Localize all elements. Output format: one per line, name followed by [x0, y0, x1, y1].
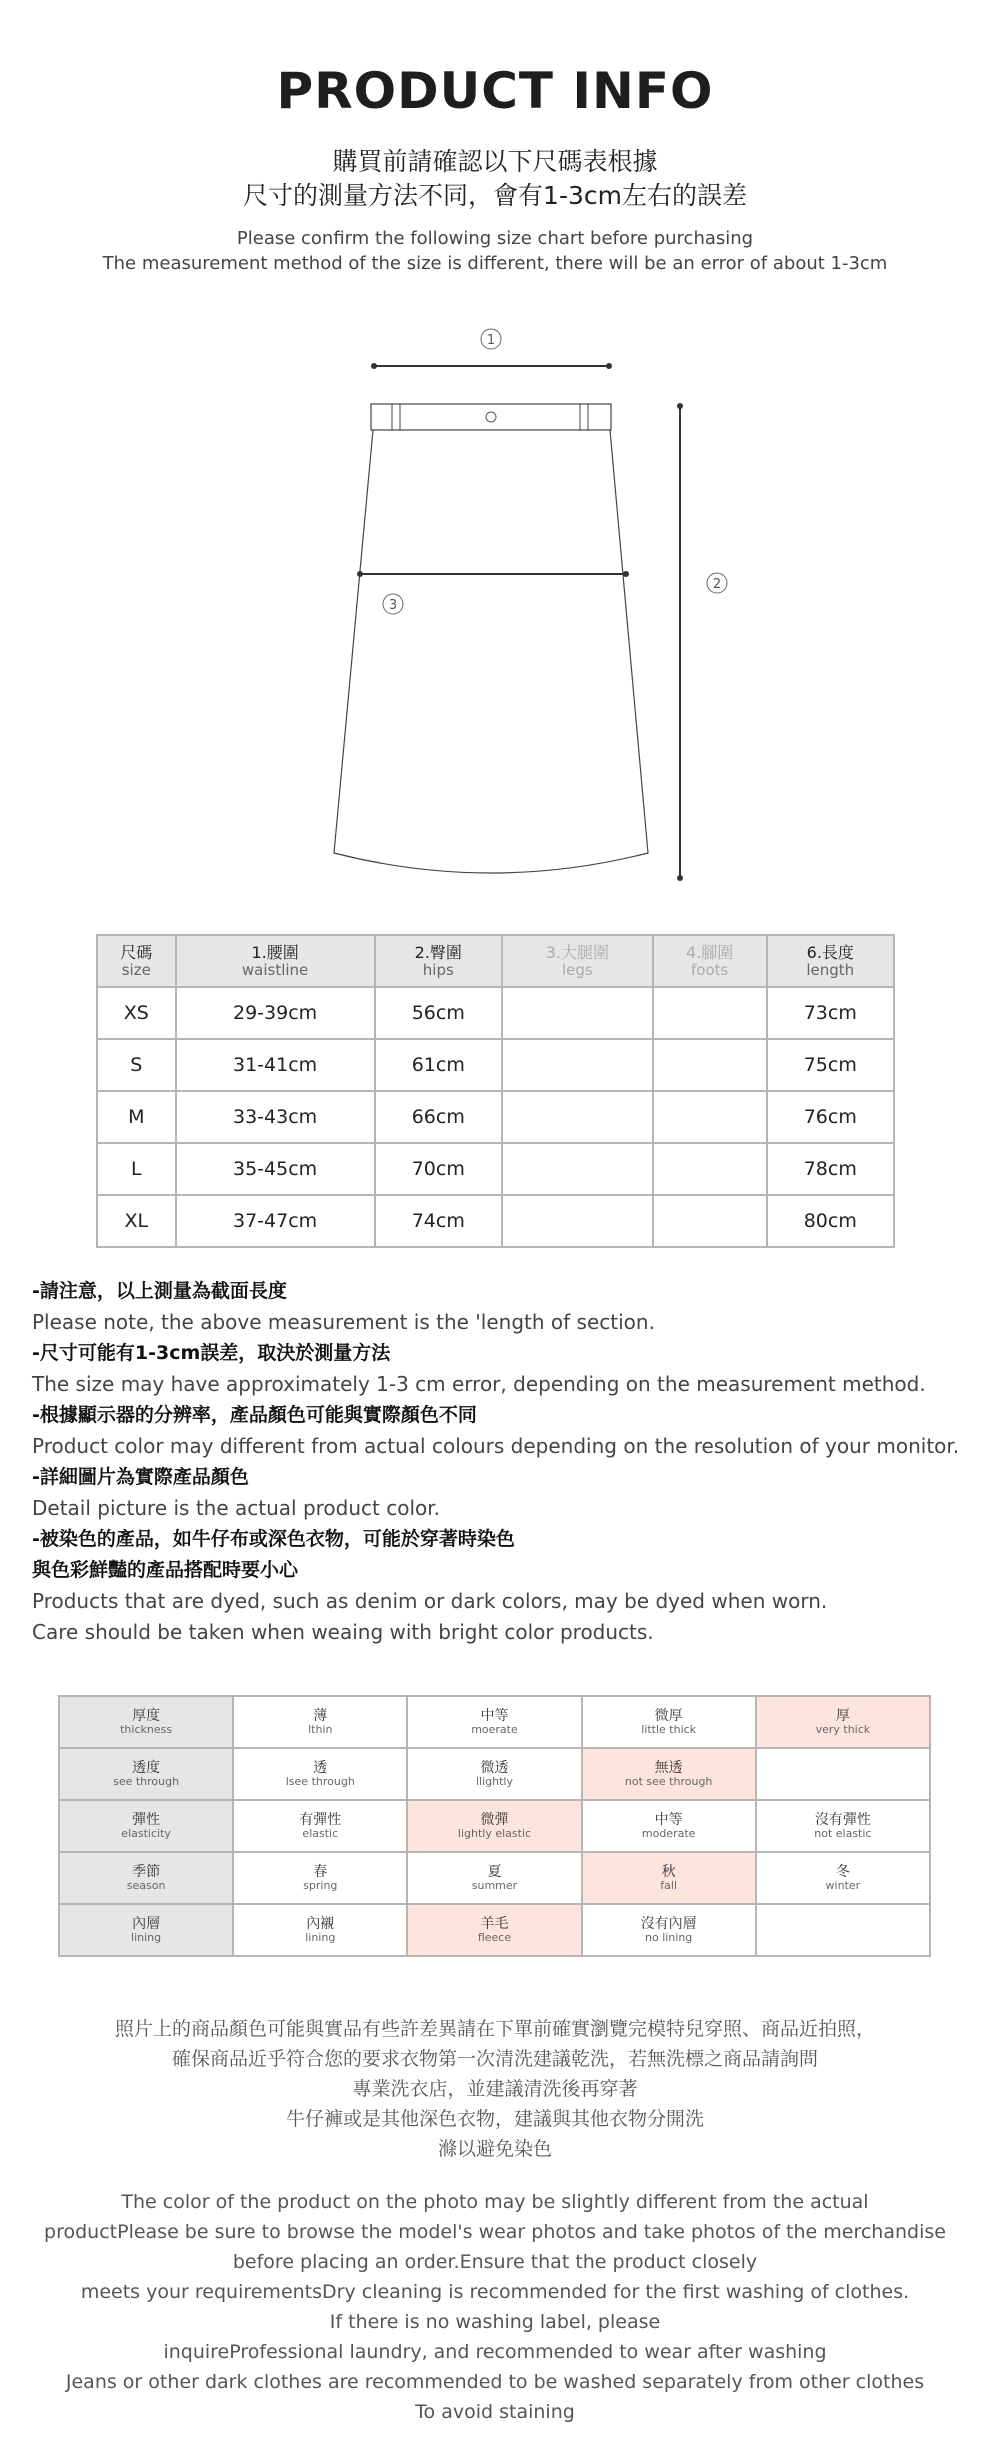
footer-en-line: productPlease be sure to browse the model's wear photos and take photos of the merchandise	[44, 2221, 946, 2243]
attribute-option-selected: 厚 very thick	[756, 1696, 930, 1748]
footer-en-line: meets your requirementsDry cleaning is recommended for the first washing of clothes.	[80, 2281, 910, 2303]
cell-size: XL	[97, 1195, 176, 1247]
footer-en-line: Jeans or other dark clothes are recommended to be washed separately from other clothes	[65, 2371, 925, 2393]
skirt-outline	[334, 430, 648, 873]
footer-en-line: The color of the product on the photo may be slightly different from the actual	[121, 2191, 869, 2213]
table-row	[97, 987, 894, 1039]
attribute-option: 沒有內層 no lining	[582, 1904, 756, 1956]
cell-waist: 35-45cm	[176, 1143, 375, 1195]
cell-foots	[653, 1195, 767, 1247]
cell-legs	[502, 1039, 653, 1091]
note-cn: 與色彩鮮豔的產品搭配時要小心	[32, 1559, 299, 1581]
cell-waist: 37-47cm	[176, 1195, 375, 1247]
cell-length: 76cm	[767, 1091, 894, 1143]
attribute-option: 內襯 lining	[233, 1904, 407, 1956]
cell-size: XS	[97, 987, 176, 1039]
cell-waist: 29-39cm	[176, 987, 375, 1039]
cell-hips: 66cm	[375, 1091, 502, 1143]
attribute-label: 透度 see through	[59, 1748, 233, 1800]
footer-cn-line: 專業洗衣店，並建議清洗後再穿著	[352, 2078, 638, 2100]
notes-section	[32, 1276, 972, 1648]
footer-cn-block	[0, 2014, 990, 2164]
attribute-option-selected: 羊毛 fleece	[407, 1904, 581, 1956]
attribute-option: 中等 moderate	[582, 1800, 756, 1852]
attribute-option: 微厚 little thick	[582, 1696, 756, 1748]
attribute-option: 沒有彈性 not elastic	[756, 1800, 930, 1852]
attribute-option: 夏 summer	[407, 1852, 581, 1904]
button-icon	[486, 412, 496, 422]
subtitle-cn-line1: 購買前請確認以下尺碼表根據	[332, 147, 658, 176]
attribute-label: 季節 season	[59, 1852, 233, 1904]
marker-3-label: 3	[388, 598, 398, 613]
attribute-option	[756, 1748, 930, 1800]
attribute-row	[59, 1800, 930, 1852]
cell-hips: 61cm	[375, 1039, 502, 1091]
note-cn: -請注意，以上測量為截面長度	[32, 1280, 287, 1302]
cell-size: S	[97, 1039, 176, 1091]
attribute-table	[58, 1695, 931, 1957]
note-cn: -詳細圖片為實際產品顏色	[32, 1466, 249, 1488]
cell-length: 80cm	[767, 1195, 894, 1247]
cell-length: 73cm	[767, 987, 894, 1039]
cell-hips: 74cm	[375, 1195, 502, 1247]
cell-hips: 70cm	[375, 1143, 502, 1195]
attribute-option: 微透 llightly	[407, 1748, 581, 1800]
cell-waist: 33-43cm	[176, 1091, 375, 1143]
cell-legs	[502, 987, 653, 1039]
footer-en-line: inquireProfessional laundry, and recommended to wear after washing	[163, 2341, 827, 2363]
cell-size: M	[97, 1091, 176, 1143]
header-foots: 4.腳圍 foots	[653, 935, 767, 987]
attribute-label: 彈性 elasticity	[59, 1800, 233, 1852]
cell-foots	[653, 1091, 767, 1143]
attribute-option-selected: 微彈 lightly elastic	[407, 1800, 581, 1852]
attribute-option: 春 spring	[233, 1852, 407, 1904]
cell-foots	[653, 987, 767, 1039]
note-en: Products that are dyed, such as denim or dark colors, may be dyed when worn.	[32, 1589, 828, 1613]
size-table-header	[97, 935, 894, 987]
marker-1-label: 1	[486, 333, 496, 348]
cell-foots	[653, 1039, 767, 1091]
footer-cn-line: 照片上的商品顏色可能與實品有些許差異請在下單前確實瀏覽完模特兒穿照、商品近拍照，	[114, 2018, 875, 2040]
header-hips: 2.臀圍 hips	[375, 935, 502, 987]
attribute-option: 透 lsee through	[233, 1748, 407, 1800]
attribute-row	[59, 1696, 930, 1748]
footer-en-line: before placing an order.Ensure that the product closely	[232, 2251, 758, 2273]
header-size: 尺碼 size	[97, 935, 176, 987]
subtitle-en-line1: Please confirm the following size chart before purchasing	[236, 228, 754, 249]
note-cn: -根據顯示器的分辨率，產品顏色可能與實際顏色不同	[32, 1404, 477, 1426]
attribute-label: 內層 lining	[59, 1904, 233, 1956]
attribute-option-selected: 秋 fall	[582, 1852, 756, 1904]
note-en: The size may have approximately 1-3 cm error, depending on the measurement method.	[32, 1372, 926, 1396]
marker-2-label: 2	[712, 577, 722, 592]
note-en: Please note, the above measurement is the 'length of section.	[32, 1310, 655, 1334]
footer-en-line: If there is no washing label, please	[329, 2311, 661, 2333]
attribute-option: 薄 lthin	[233, 1696, 407, 1748]
table-row	[97, 1039, 894, 1091]
page-title: PRODUCT INFO	[276, 62, 714, 120]
attribute-option: 中等 moerate	[407, 1696, 581, 1748]
attribute-row	[59, 1852, 930, 1904]
header-waist: 1.腰圍 waistline	[176, 935, 375, 987]
footer-cn-line: 滌以避免染色	[437, 2138, 552, 2160]
table-row	[97, 1091, 894, 1143]
attribute-row	[59, 1748, 930, 1800]
table-row	[97, 1143, 894, 1195]
cell-waist: 31-41cm	[176, 1039, 375, 1091]
cell-legs	[502, 1091, 653, 1143]
cell-foots	[653, 1143, 767, 1195]
cell-size: L	[97, 1143, 176, 1195]
attribute-row	[59, 1904, 930, 1956]
cell-legs	[502, 1143, 653, 1195]
header-length: 6.長度 length	[767, 935, 894, 987]
note-cn: -被染色的產品，如牛仔布或深色衣物，可能於穿著時染色	[32, 1528, 515, 1550]
footer-cn-line: 確保商品近乎符合您的要求衣物第一次清洗建議乾洗，若無洗標之商品請詢問	[171, 2048, 818, 2070]
table-row	[97, 1195, 894, 1247]
note-en: Product color may different from actual colours depending on the resolution of your monitor.	[32, 1434, 960, 1458]
footer-cn-line: 牛仔褲或是其他深色衣物，建議與其他衣物分開洗	[285, 2108, 704, 2130]
attribute-label: 厚度 thickness	[59, 1696, 233, 1748]
subtitle-en-line2: The measurement method of the size is different, there will be an error of about 1-3cm	[102, 253, 888, 274]
attribute-option-selected: 無透 not see through	[582, 1748, 756, 1800]
note-en: Care should be taken when weaing with bright color products.	[32, 1620, 654, 1644]
size-table	[96, 934, 895, 1248]
footer-en-line: To avoid staining	[415, 2401, 575, 2423]
note-cn: -尺寸可能有1-3cm誤差，取決於測量方法	[32, 1342, 391, 1364]
cell-legs	[502, 1195, 653, 1247]
cell-hips: 56cm	[375, 987, 502, 1039]
note-en: Detail picture is the actual product color.	[32, 1496, 440, 1520]
cell-length: 75cm	[767, 1039, 894, 1091]
attribute-option: 有彈性 elastic	[233, 1800, 407, 1852]
subtitle-cn-line2: 尺寸的測量方法不同，會有1-3cm左右的誤差	[243, 181, 747, 210]
attribute-option: 冬 winter	[756, 1852, 930, 1904]
attribute-option	[756, 1904, 930, 1956]
skirt-measurement-diagram	[0, 310, 990, 910]
footer-en-block	[0, 2187, 990, 2427]
cell-length: 78cm	[767, 1143, 894, 1195]
header-legs: 3.大腿圍 legs	[502, 935, 653, 987]
